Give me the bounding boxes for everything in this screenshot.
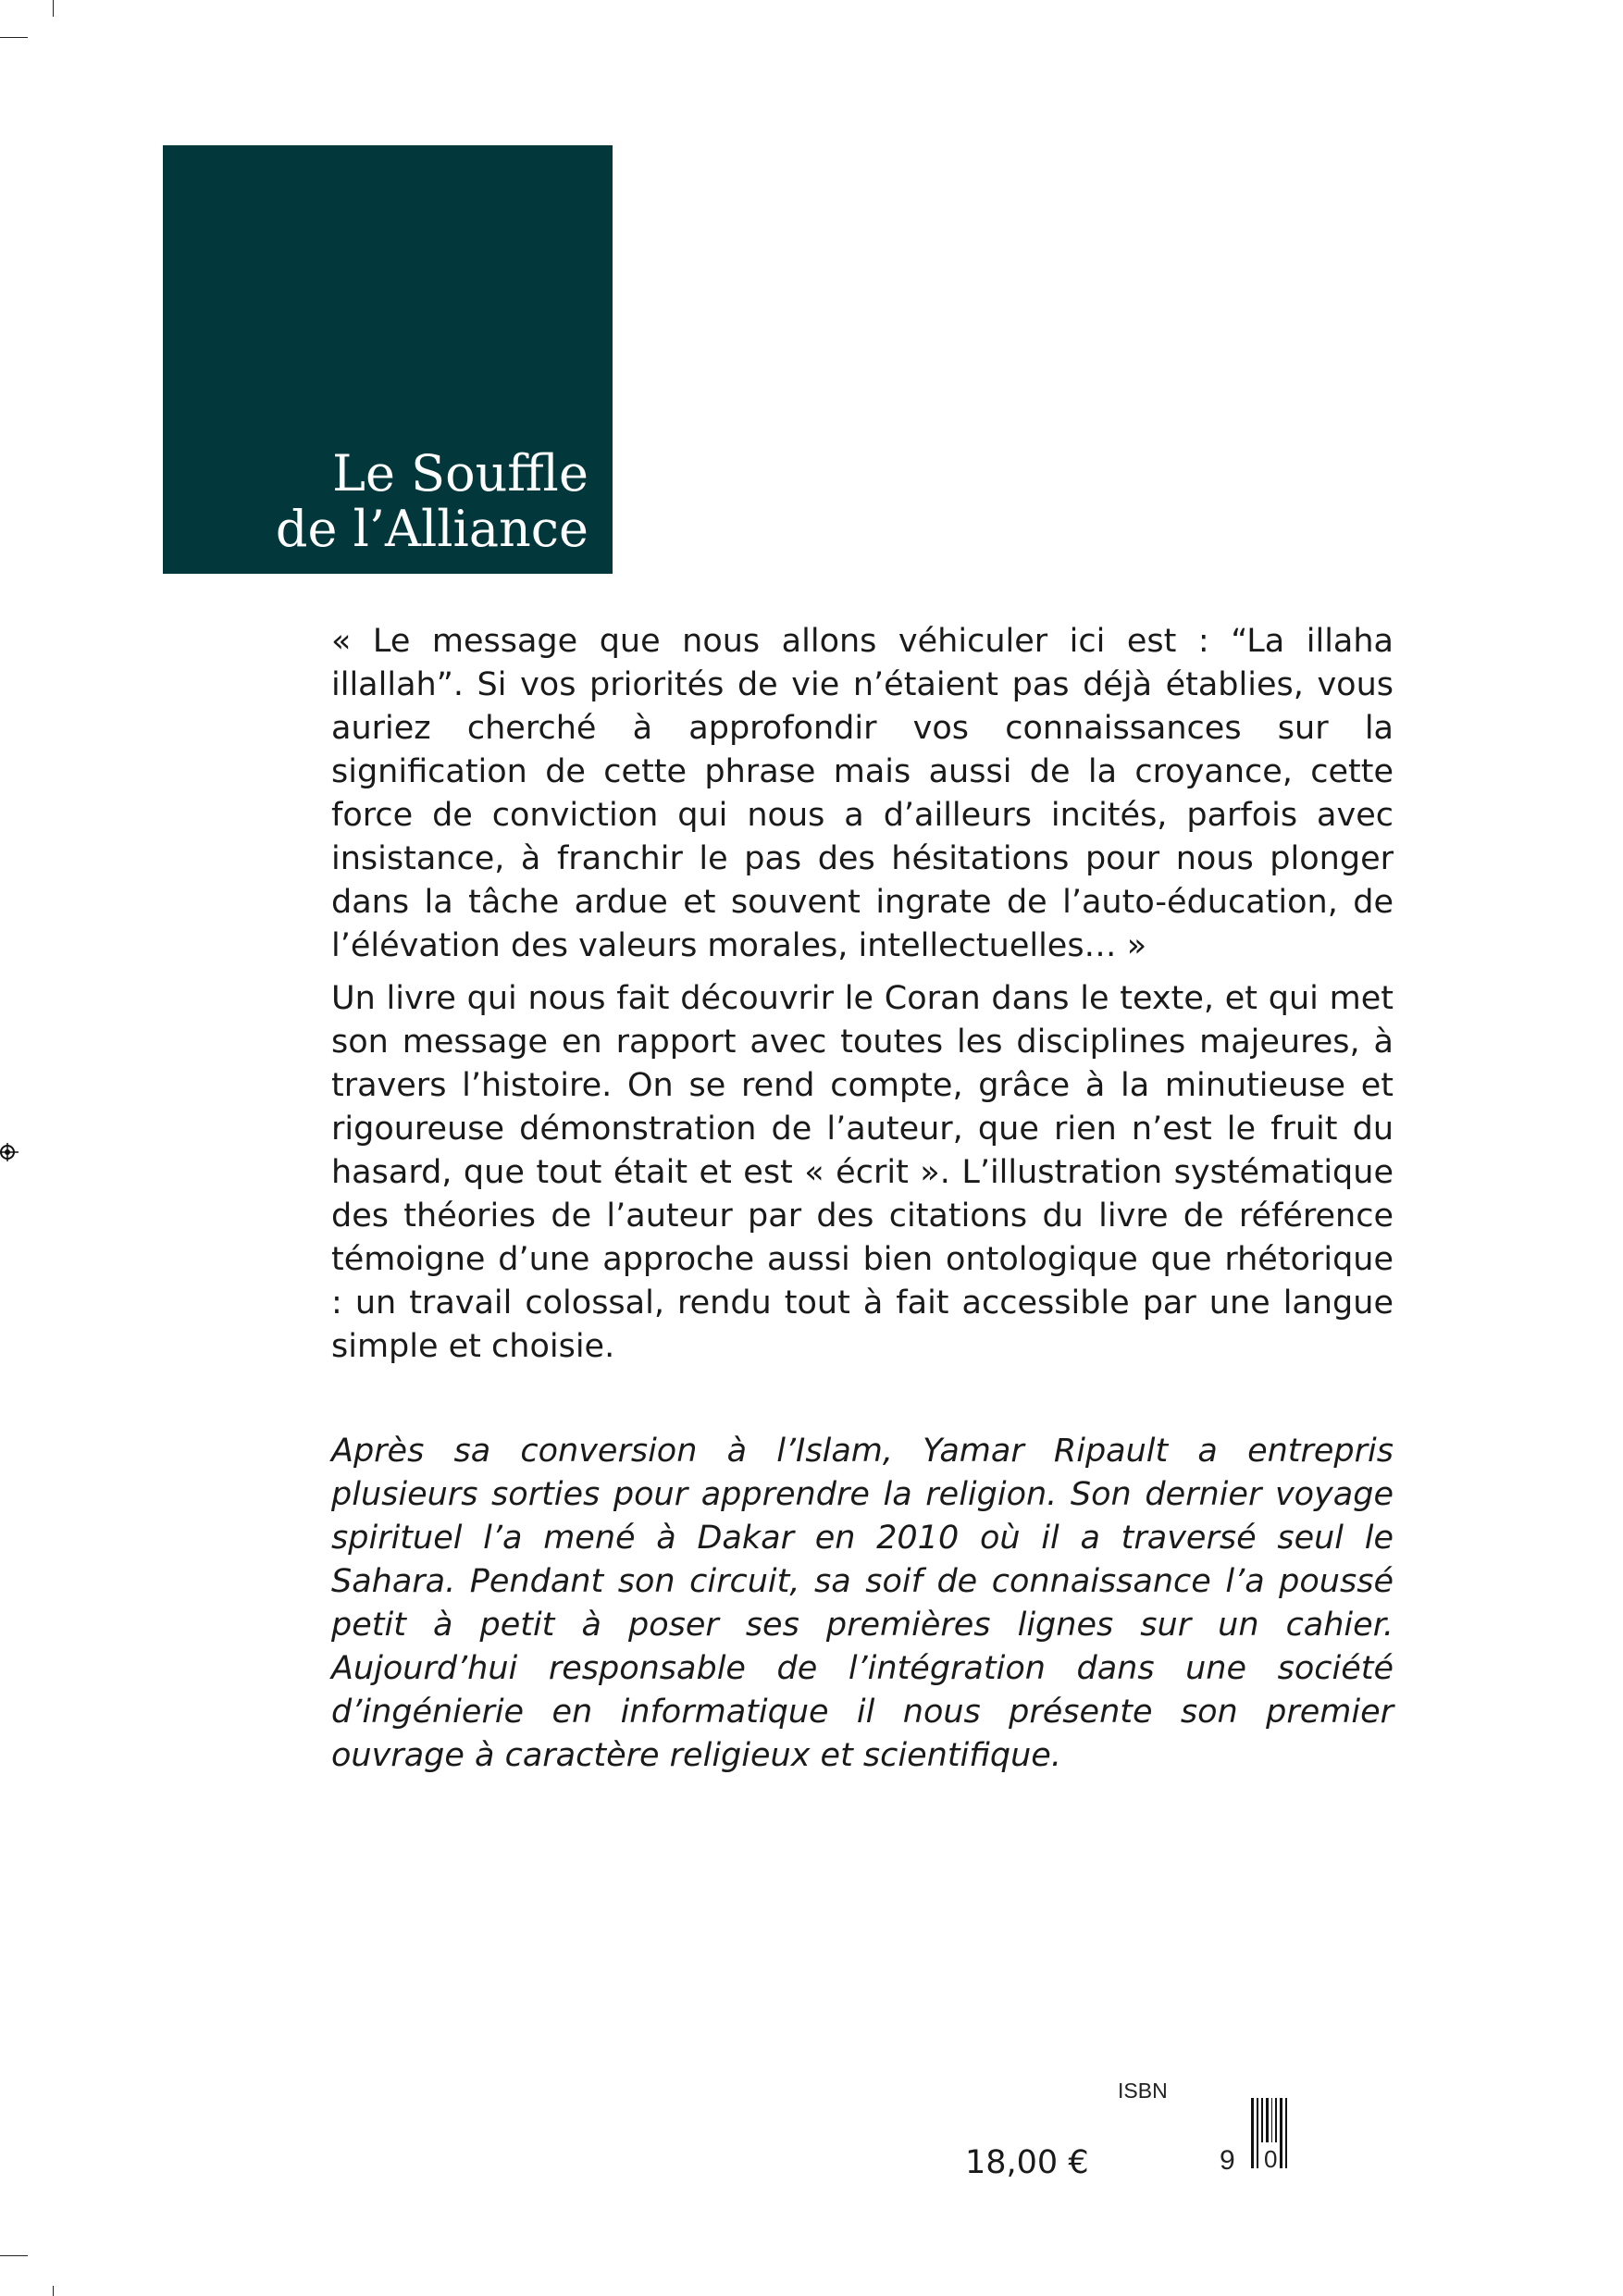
title-block [163,145,613,574]
book-title-line-1: Le Souffle [332,444,588,503]
price: 18,00 € [965,2144,1089,2181]
barcode-digit: 0 [1264,2145,1278,2173]
crop-mark-bottom [53,2286,54,2296]
crop-mark-bottom-left [0,2255,28,2256]
crop-mark-top [53,0,54,17]
barcode-start-digit: 9 [1220,2145,1235,2176]
crop-mark-top-left [0,37,28,38]
author-bio: Après sa conversion à l’Islam, Yamar Ripault a entrepris plusieurs sorties pour apprendre la religion. Son dernier voyage spirituel l’a mené à Dakar en 2010 où il a traversé seul le Sahara. Pendant son circuit, sa soif de connaissance l’a poussé petit à petit à poser ses premières lignes sur un cahier. Aujourd’hui responsable de l’intégration dans une société d’ingénierie en informatique il nous présente son premier ouvrage à caractère religieux et scientifique. [331,1433,1394,1774]
blurb-quote: « Le message que nous allons véhiculer ici est : “La illaha illallah”. Si vos priorités de vie n’étaient pas déjà établies, vous auriez cherché à approfondir vos connaissances sur la signification de cette phrase mais aussi de la croyance, cette force de conviction qui nous a d’ailleurs incités, parfois avec insistance, à franchir le pas des hésitations pour nous plonger dans la tâche ardue et souvent ingrate de l’auto-éducation, de l’élévation des valeurs morales, intellectuelles… » [331,623,1394,964]
book-title-line-2: de l’Alliance [275,500,588,558]
book-title [276,446,588,557]
blurb-description: Un livre qui nous fait découvrir le Coran dans le texte, et qui met son message en rapport avec toutes les disciplines majeures, à travers l’histoire. On se rend compte, grâce à la minutieuse et rigoureuse démonstration de l’auteur, que rien n’est le fruit du hasard, que tout était et est « écrit ». L’illustration systématique des théories de l’auteur par des citations du livre de référence témoigne d’une approche aussi bien ontologique que rhétorique : un travail colossal, rendu tout à fait accessible par une langue simple et choisie. [331,980,1394,1365]
registration-mark-icon [0,1141,22,1163]
isbn-label: ISBN [1118,2079,1168,2103]
